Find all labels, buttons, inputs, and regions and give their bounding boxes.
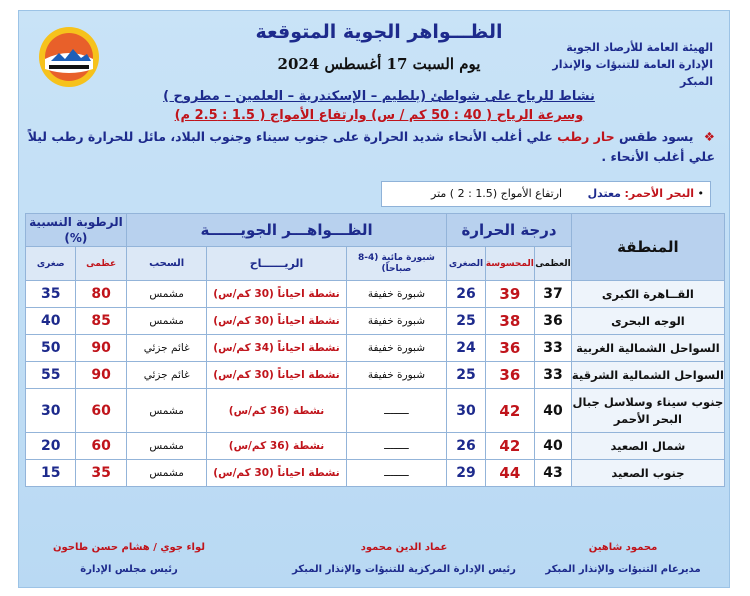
weather-summary (25, 127, 715, 167)
red-sea-bullet: • (697, 187, 704, 200)
humidity-max: 60 (76, 389, 126, 433)
fog-value: ــــــــ (346, 460, 447, 487)
wind-value: نشطة (36 كم/س) (207, 433, 346, 460)
wind-value: نشطة احياناً (30 كم/س) (207, 362, 346, 389)
fog-value: ــــــــ (346, 433, 447, 460)
cloud-value: مشمس (126, 389, 207, 433)
page-title: الظـــواهر الجوية المتوقعة (255, 21, 503, 43)
signature-name: عماد الدين محمود (360, 542, 448, 553)
temp-feels: 36 (485, 335, 534, 362)
cloud-value: مشمس (126, 281, 207, 308)
forecast-sheet (18, 10, 730, 588)
table-row (26, 460, 725, 487)
wind-value: نشطة (36 كم/س) (207, 389, 346, 433)
table-row (26, 389, 725, 433)
signature-role: رئيس مجلس الإدارة (80, 564, 178, 575)
humidity-max: 35 (76, 460, 126, 487)
humidity-min: 30 (26, 389, 76, 433)
humidity-min: 55 (26, 362, 76, 389)
signature-central-director (289, 537, 519, 581)
region-name: السواحل الشمالية الشرقية (571, 362, 724, 389)
temp-max: 37 (535, 281, 572, 308)
subheader-humidity-min: صغرى (26, 247, 76, 281)
forecast-date: يوم السبت 17 أغسطس 2024 (277, 55, 481, 73)
humidity-min: 15 (26, 460, 76, 487)
humidity-min: 50 (26, 335, 76, 362)
red-sea-label: البحر الأحمر: (624, 187, 694, 200)
wind-notice-line1: نشاط للرياح على شواطئ (بلطيم – الإسكندرية – العلمين – مطروح ) (163, 89, 595, 104)
subheader-clouds: السحب (126, 247, 207, 281)
temp-min: 24 (447, 335, 485, 362)
forecast-table (25, 213, 725, 487)
signature-name: لواء جوي / هشام حسن طاحون (52, 542, 206, 553)
subheader-fog: شبورة مائية (4-8 صباحاً) (346, 247, 447, 281)
summary-highlight: حار رطب (557, 129, 615, 144)
cloud-value: غائم جزئي (126, 335, 207, 362)
temp-min: 26 (447, 281, 485, 308)
subheader-min: الصغرى (447, 247, 485, 281)
region-name: السواحل الشمالية الغربية (571, 335, 724, 362)
temp-min: 26 (447, 433, 485, 460)
fog-value: شبورة خفيفة (346, 335, 447, 362)
region-name: جنوب الصعيد (571, 460, 724, 487)
fog-value: شبورة خفيفة (346, 281, 447, 308)
humidity-max: 90 (76, 335, 126, 362)
signature-role: مديرعام التنبؤات والإنذار المبكر (545, 564, 701, 575)
subheader-max: العظمى (535, 247, 572, 281)
signature-chairman (39, 537, 219, 581)
fog-value: شبورة خفيفة (346, 362, 447, 389)
temp-min: 30 (447, 389, 485, 433)
organization-block (523, 39, 713, 90)
fog-value: شبورة خفيفة (346, 308, 447, 335)
humidity-max: 60 (76, 433, 126, 460)
temp-feels: 44 (485, 460, 534, 487)
subheader-feels: المحسوسة (485, 247, 534, 281)
region-name: الوجه البحرى (571, 308, 724, 335)
summary-lead: يسود طقس (618, 129, 694, 144)
humidity-min: 20 (26, 433, 76, 460)
temp-max: 33 (535, 362, 572, 389)
temp-feels: 36 (485, 362, 534, 389)
summary-text: علي أغلب الأنحاء شديد الحرارة على جنوب سيناء وجنوب البلاد، مائل للحرارة رطب ليلاً علي أغلب الأنحاء . (27, 129, 715, 164)
temp-max: 43 (535, 460, 572, 487)
humidity-min: 40 (26, 308, 76, 335)
red-sea-waves: ارتفاع الأمواج (1.5 : 2 ) متر (431, 187, 563, 200)
temp-max: 33 (535, 335, 572, 362)
table-row (26, 433, 725, 460)
header-phenomena: الظـــواهـــر الجويــــــة (126, 214, 446, 247)
table-row (26, 335, 725, 362)
humidity-min: 35 (26, 281, 76, 308)
summary-bullet-icon: ❖ (703, 129, 715, 144)
temp-feels: 38 (485, 308, 534, 335)
wind-value: نشطة احياناً (30 كم/س) (207, 460, 346, 487)
wind-value: نشطة احياناً (30 كم/س) (207, 281, 346, 308)
temp-feels: 39 (485, 281, 534, 308)
fog-value: ــــــــ (346, 389, 447, 433)
meteorological-authority-logo (37, 25, 101, 89)
temp-max: 40 (535, 433, 572, 460)
table-header-row (26, 214, 725, 247)
header-temperature: درجة الحرارة (447, 214, 572, 247)
temp-min: 25 (447, 308, 485, 335)
red-sea-state: معتدل (587, 187, 621, 200)
forecast-rows (26, 281, 725, 487)
table-row (26, 308, 725, 335)
signature-name: محمود شاهين (588, 542, 658, 553)
cloud-value: مشمس (126, 433, 207, 460)
header-region: المنطقة (571, 214, 724, 281)
humidity-max: 85 (76, 308, 126, 335)
humidity-max: 90 (76, 362, 126, 389)
region-name: شمال الصعيد (571, 433, 724, 460)
wind-value: نشطة احياناً (30 كم/س) (207, 308, 346, 335)
org-name: الهيئة العامة للأرصاد الجوية (566, 41, 713, 54)
signature-role: رئيس الإدارة المركزية للتنبؤات والإنذار المبكر (292, 564, 516, 575)
cloud-value: مشمس (126, 460, 207, 487)
wind-notice (139, 87, 619, 125)
humidity-max: 80 (76, 281, 126, 308)
region-name: القــاهرة الكبرى (571, 281, 724, 308)
header-humidity: الرطوبة النسبية (%) (26, 214, 127, 247)
cloud-value: مشمس (126, 308, 207, 335)
temp-max: 40 (535, 389, 572, 433)
temp-feels: 42 (485, 389, 534, 433)
org-department: الإدارة العامة للتنبؤات والإنذار المبكر (552, 58, 713, 88)
table-row (26, 362, 725, 389)
subheader-wind: الريــــــاح (207, 247, 346, 281)
wind-notice-line2: وسرعة الرياح ( 40 : 50 كم / س) وارتفاع الأمواج ( 1.5 : 2.5 م) (174, 108, 584, 123)
subheader-humidity-max: عظمى (76, 247, 126, 281)
wind-value: نشطة احياناً (34 كم/س) (207, 335, 346, 362)
red-sea-box (381, 181, 711, 207)
temp-min: 25 (447, 362, 485, 389)
signature-forecast-director (533, 537, 713, 581)
cloud-value: غائم جزئي (126, 362, 207, 389)
table-row (26, 281, 725, 308)
temp-feels: 42 (485, 433, 534, 460)
region-name: جنوب سيناء وسلاسل جبال البحر الأحمر (571, 389, 724, 433)
temp-min: 29 (447, 460, 485, 487)
temp-max: 36 (535, 308, 572, 335)
